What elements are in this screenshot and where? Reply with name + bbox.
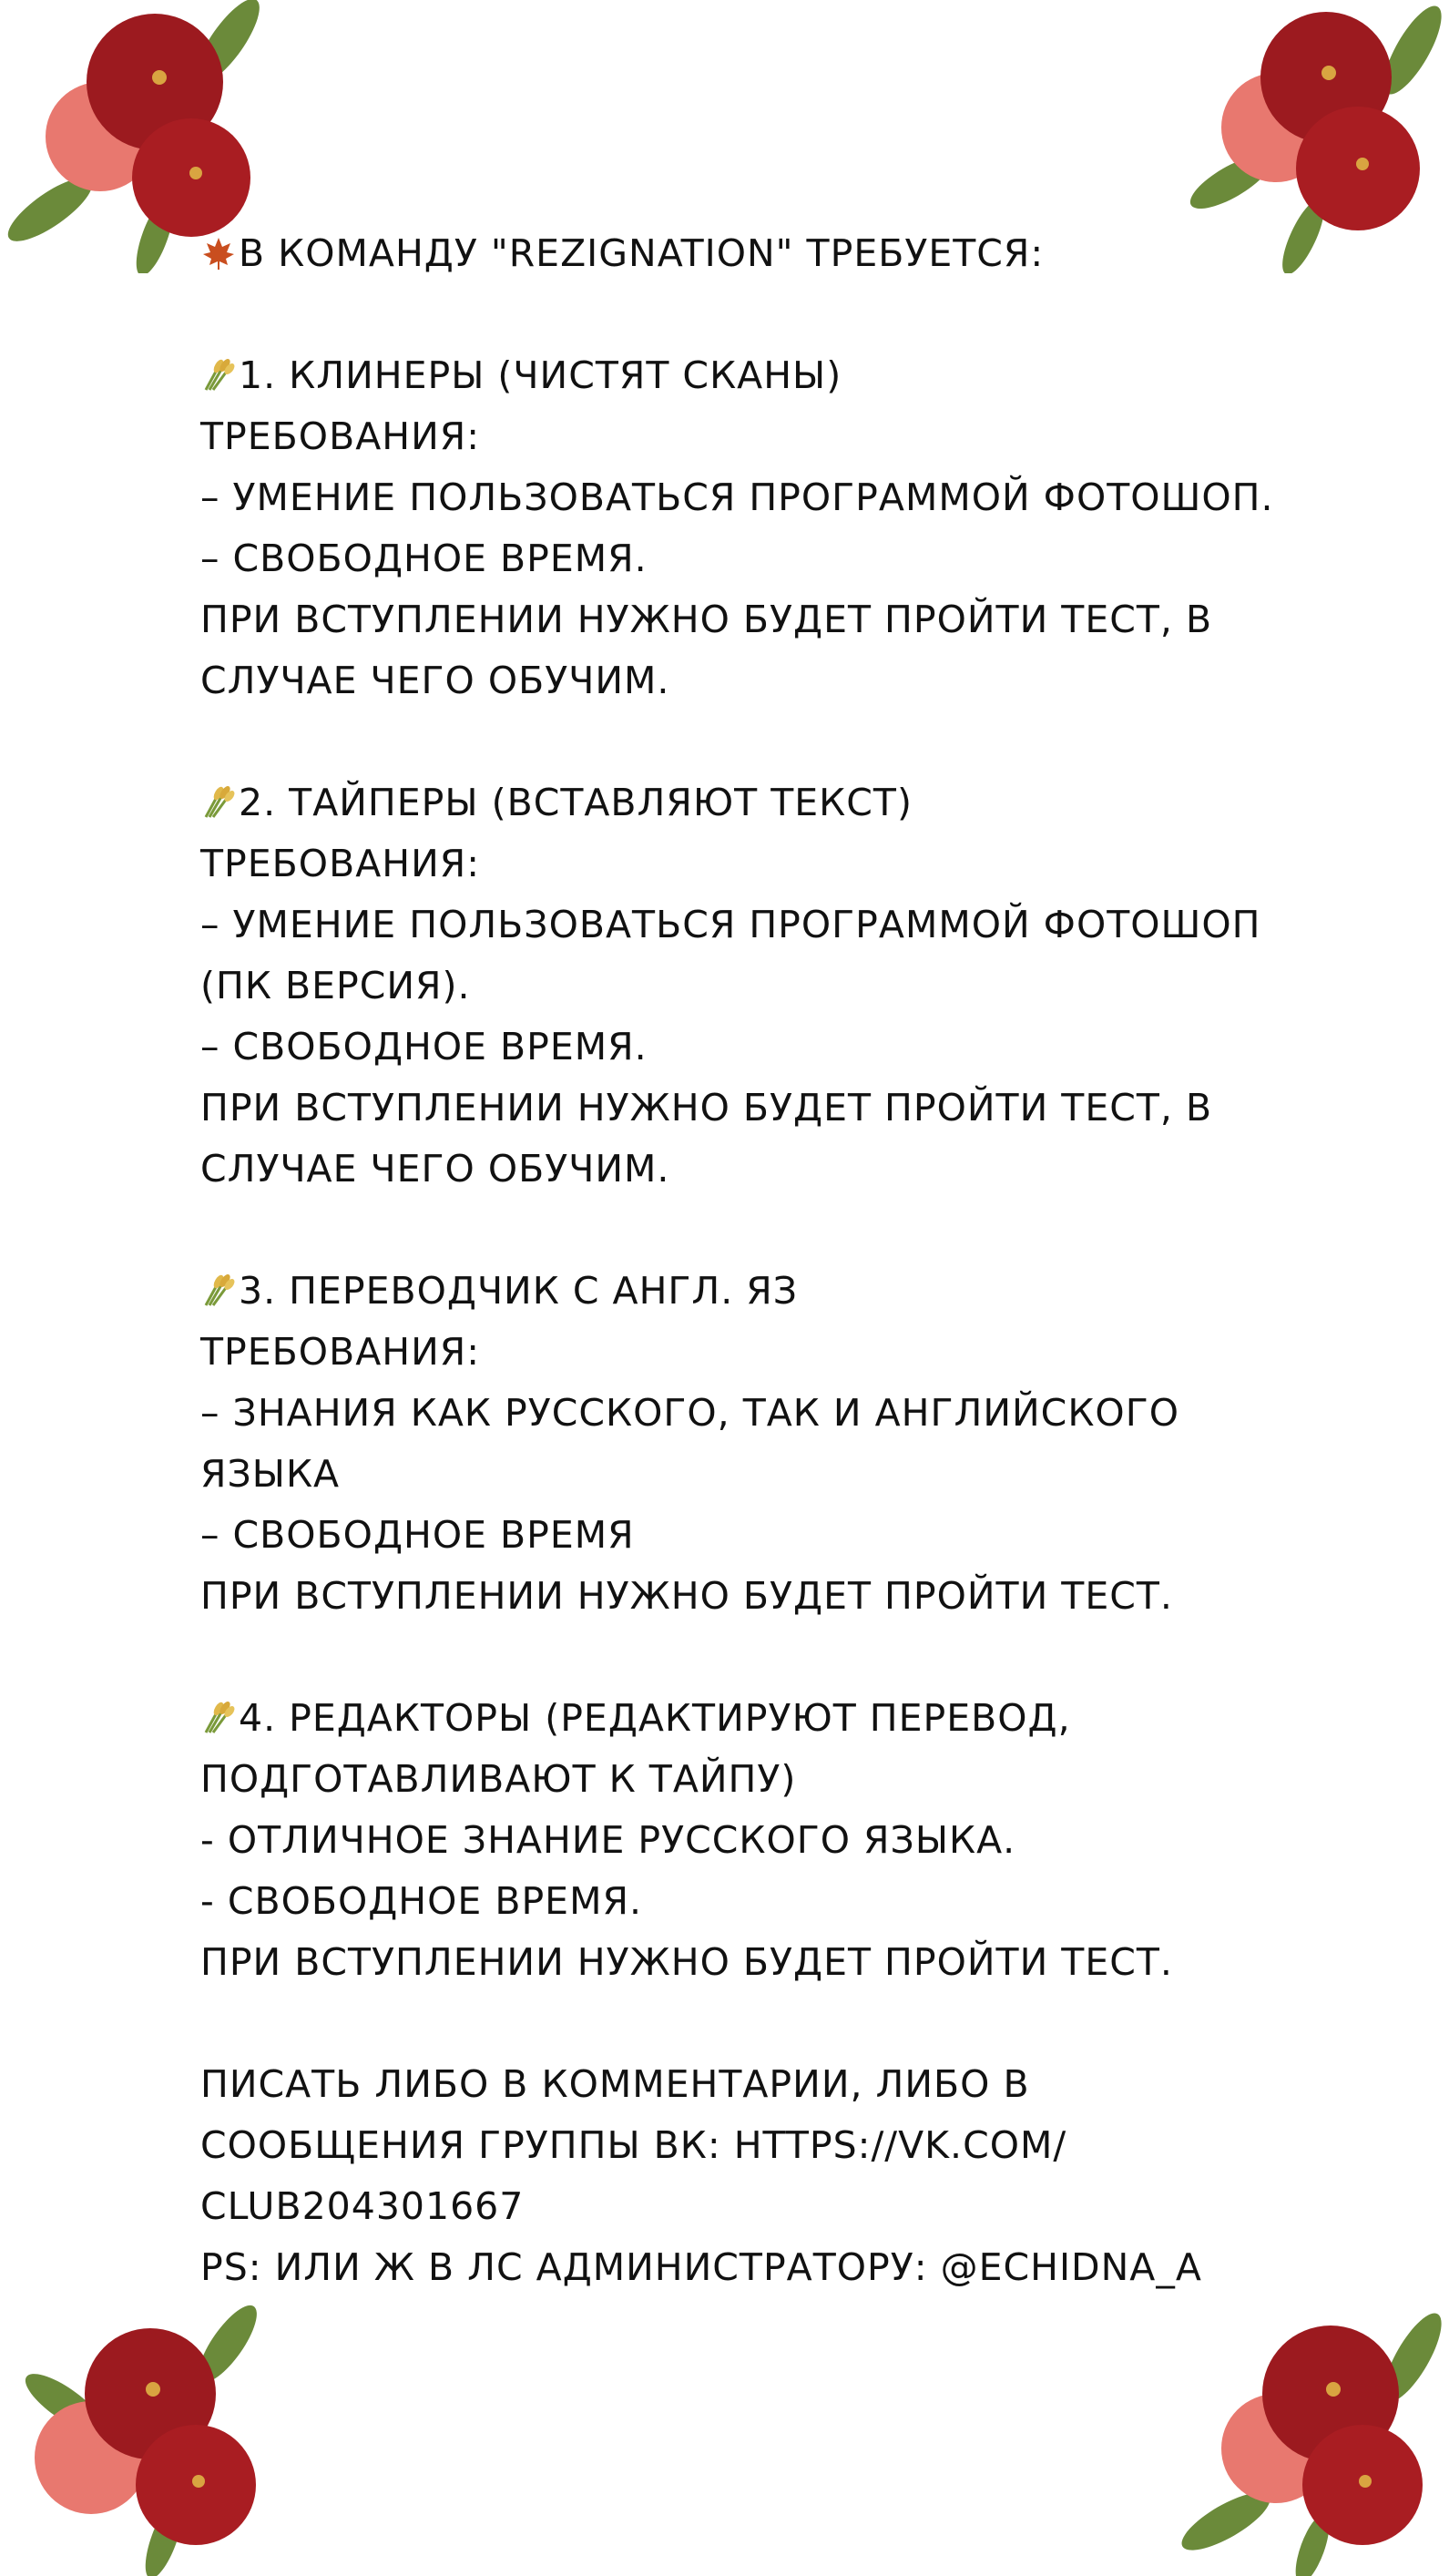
text-line: ТРЕБОВАНИЯ: <box>200 842 481 885</box>
spacer <box>200 1200 1412 1261</box>
section-title-text: 4. РЕДАКТОРЫ (РЕДАКТИРУЮТ ПЕРЕВОД, <box>239 1696 1071 1740</box>
text-line: ПОДГОТАВЛИВАЮТ К ТАЙПУ) <box>200 1757 797 1801</box>
poster-heading <box>200 223 1412 284</box>
maple-leaf-icon <box>200 235 237 271</box>
text-line: СЛУЧАЕ ЧЕГО ОБУЧИМ. <box>200 659 670 702</box>
text-line: (ПК ВЕРСИЯ). <box>200 964 471 1007</box>
text-line: ЯЗЫКА <box>200 1452 341 1496</box>
text-line: – СВОБОДНОЕ ВРЕМЯ. <box>200 1025 648 1068</box>
footer-line: ПИСАТЬ ЛИБО В КОММЕНТАРИИ, ЛИБО В <box>200 2062 1030 2106</box>
flower-decoration-bottom-left <box>0 2303 273 2576</box>
section-title-text: 3. ПЕРЕВОДЧИК С АНГЛ. ЯЗ <box>239 1269 799 1313</box>
wheat-sheaf-icon <box>200 1273 237 1309</box>
text-line: – СВОБОДНОЕ ВРЕМЯ <box>200 1513 635 1557</box>
text-line: ПРИ ВСТУПЛЕНИИ НУЖНО БУДЕТ ПРОЙТИ ТЕСТ. <box>200 1940 1173 1984</box>
wheat-sheaf-icon <box>200 784 237 821</box>
spacer <box>200 1993 1412 2054</box>
flower-bouquet-icon <box>1176 2303 1449 2576</box>
section-title-text: 1. КЛИНЕРЫ (ЧИСТЯТ СКАНЫ) <box>239 353 842 397</box>
text-line: СЛУЧАЕ ЧЕГО ОБУЧИМ. <box>200 1147 670 1191</box>
heading-text: В КОМАНДУ "REZIGNATION" ТРЕБУЕТСЯ: <box>239 231 1045 275</box>
wheat-sheaf-icon <box>200 1700 237 1736</box>
text-line: – УМЕНИЕ ПОЛЬЗОВАТЬСЯ ПРОГРАММОЙ ФОТОШОП. <box>200 475 1274 519</box>
text-line: – УМЕНИЕ ПОЛЬЗОВАТЬСЯ ПРОГРАММОЙ ФОТОШОП <box>200 903 1261 946</box>
text-line: - СВОБОДНОЕ ВРЕМЯ. <box>200 1879 642 1923</box>
text-line: ТРЕБОВАНИЯ: <box>200 1330 481 1374</box>
spacer <box>200 284 1412 345</box>
wheat-sheaf-icon <box>200 357 237 394</box>
section-title <box>200 345 1412 406</box>
text-line: - ОТЛИЧНОЕ ЗНАНИЕ РУССКОГО ЯЗЫКА. <box>200 1818 1016 1862</box>
section-title <box>200 772 1412 833</box>
section-title <box>200 1688 1412 1749</box>
flower-bouquet-icon <box>0 2303 273 2576</box>
footer-line: CLUB204301667 <box>200 2184 525 2228</box>
spacer <box>200 1627 1412 1688</box>
text-line: ПРИ ВСТУПЛЕНИИ НУЖНО БУДЕТ ПРОЙТИ ТЕСТ, В <box>200 1086 1213 1130</box>
text-line: – ЗНАНИЯ КАК РУССКОГО, ТАК И АНГЛИЙСКОГО <box>200 1391 1179 1435</box>
text-line: ПРИ ВСТУПЛЕНИИ НУЖНО БУДЕТ ПРОЙТИ ТЕСТ, В <box>200 598 1213 641</box>
text-line: ТРЕБОВАНИЯ: <box>200 414 481 458</box>
text-line: – СВОБОДНОЕ ВРЕМЯ. <box>200 537 648 580</box>
footer-line: СООБЩЕНИЯ ГРУППЫ ВК: HTTPS://VK.COM/ <box>200 2123 1067 2167</box>
text-line: ПРИ ВСТУПЛЕНИИ НУЖНО БУДЕТ ПРОЙТИ ТЕСТ. <box>200 1574 1173 1618</box>
section-title-text: 2. ТАЙПЕРЫ (ВСТАВЛЯЮТ ТЕКСТ) <box>239 781 913 824</box>
poster-text <box>200 223 1412 2298</box>
footer-line: PS: ИЛИ Ж В ЛС АДМИНИСТРАТОРУ: @ECHIDNA_A <box>200 2245 1202 2289</box>
spacer <box>200 711 1412 772</box>
flower-decoration-bottom-right <box>1176 2303 1449 2576</box>
section-title <box>200 1261 1412 1322</box>
